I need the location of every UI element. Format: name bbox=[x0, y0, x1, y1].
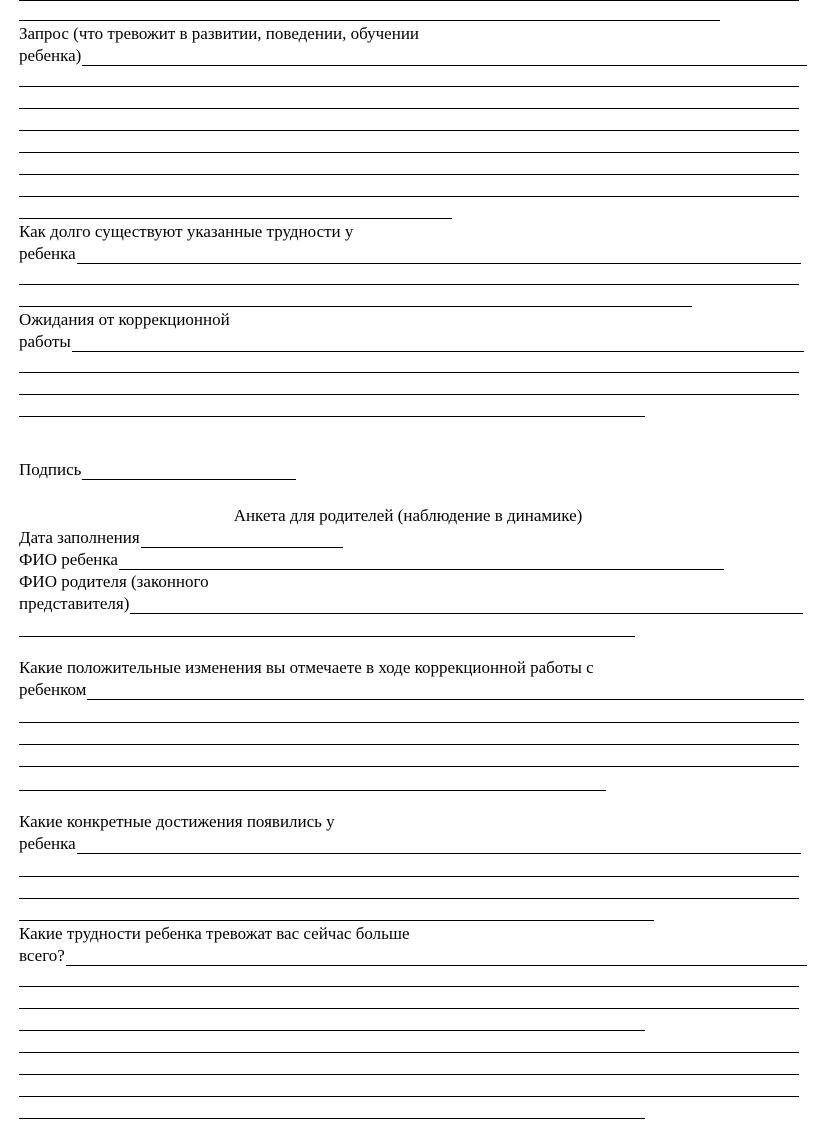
answer-line[interactable] bbox=[19, 108, 799, 109]
achievements-line2: ребенка bbox=[19, 834, 76, 853]
answer-line[interactable] bbox=[19, 876, 799, 877]
answer-line[interactable] bbox=[19, 394, 799, 395]
answer-line[interactable] bbox=[19, 722, 799, 723]
answer-line[interactable] bbox=[19, 898, 799, 899]
child-name-label: ФИО ребенка bbox=[19, 550, 118, 569]
expectations-question-line2: работы bbox=[19, 332, 71, 351]
answer-line[interactable] bbox=[87, 684, 804, 700]
answer-line[interactable] bbox=[19, 20, 720, 21]
dynamics-form-title: Анкета для родителей (наблюдение в динамике) bbox=[233, 506, 583, 525]
parent-name-row[interactable] bbox=[19, 594, 803, 614]
answer-line[interactable] bbox=[19, 416, 645, 417]
answer-line[interactable] bbox=[19, 790, 606, 791]
parent-name-field-line[interactable] bbox=[130, 598, 803, 614]
answer-line[interactable] bbox=[19, 986, 799, 987]
current-difficulties-line2: всего? bbox=[19, 946, 65, 965]
answer-line[interactable] bbox=[19, 920, 654, 921]
signature-row[interactable] bbox=[19, 460, 296, 480]
answer-line[interactable] bbox=[19, 152, 799, 153]
answer-line[interactable] bbox=[19, 1030, 645, 1031]
answer-line[interactable] bbox=[19, 1118, 645, 1119]
achievements-line1: Какие конкретные достижения появились у bbox=[19, 812, 335, 831]
answer-line[interactable] bbox=[19, 1096, 799, 1097]
answer-line[interactable] bbox=[19, 284, 799, 285]
signature-line[interactable] bbox=[82, 464, 296, 480]
date-field-line[interactable] bbox=[141, 532, 343, 548]
answer-line[interactable] bbox=[19, 130, 799, 131]
parent-name-line1: ФИО родителя (законного bbox=[19, 572, 209, 591]
request-question-line2: ребенка) bbox=[19, 46, 82, 65]
current-difficulties-answer-row[interactable] bbox=[19, 946, 807, 966]
answer-line[interactable] bbox=[19, 1052, 799, 1053]
answer-line[interactable] bbox=[77, 838, 801, 854]
request-question-answer-row[interactable] bbox=[19, 46, 807, 66]
request-question-line1: Запрос (что тревожит в развитии, поведении, обучении bbox=[19, 24, 420, 43]
answer-line[interactable] bbox=[19, 1074, 799, 1075]
child-name-field-line[interactable] bbox=[119, 554, 724, 570]
date-row[interactable] bbox=[19, 528, 343, 548]
answer-line[interactable] bbox=[82, 50, 807, 66]
answer-line[interactable] bbox=[19, 744, 799, 745]
answer-line[interactable] bbox=[19, 1008, 799, 1009]
answer-line[interactable] bbox=[19, 86, 799, 87]
answer-line[interactable] bbox=[77, 248, 801, 264]
positive-changes-answer-row[interactable] bbox=[19, 680, 804, 700]
parent-name-line2: представителя) bbox=[19, 594, 130, 613]
duration-question-answer-row[interactable] bbox=[19, 244, 801, 264]
answer-line[interactable] bbox=[19, 196, 799, 197]
expectations-question-line1: Ожидания от коррекционной bbox=[19, 310, 230, 329]
answer-line[interactable] bbox=[19, 306, 692, 307]
answer-line[interactable] bbox=[19, 0, 799, 1]
answer-line[interactable] bbox=[66, 950, 807, 966]
positive-changes-line1: Какие положительные изменения вы отмечаете в ходе коррекционной работы с bbox=[19, 658, 594, 677]
current-difficulties-line1: Какие трудности ребенка тревожат вас сейчас больше bbox=[19, 924, 410, 943]
duration-question-line2: ребенка bbox=[19, 244, 76, 263]
expectations-question-answer-row[interactable] bbox=[19, 332, 804, 352]
positive-changes-line2: ребенком bbox=[19, 680, 87, 699]
achievements-answer-row[interactable] bbox=[19, 834, 801, 854]
duration-question-line1: Как долго существуют указанные трудности у bbox=[19, 222, 354, 241]
date-label: Дата заполнения bbox=[19, 528, 140, 547]
answer-line[interactable] bbox=[19, 636, 635, 637]
answer-line[interactable] bbox=[19, 218, 452, 219]
child-name-row[interactable] bbox=[19, 550, 724, 570]
answer-line[interactable] bbox=[19, 174, 799, 175]
answer-line[interactable] bbox=[19, 372, 799, 373]
answer-line[interactable] bbox=[72, 336, 804, 352]
answer-line[interactable] bbox=[19, 766, 799, 767]
signature-label: Подпись bbox=[19, 460, 82, 479]
